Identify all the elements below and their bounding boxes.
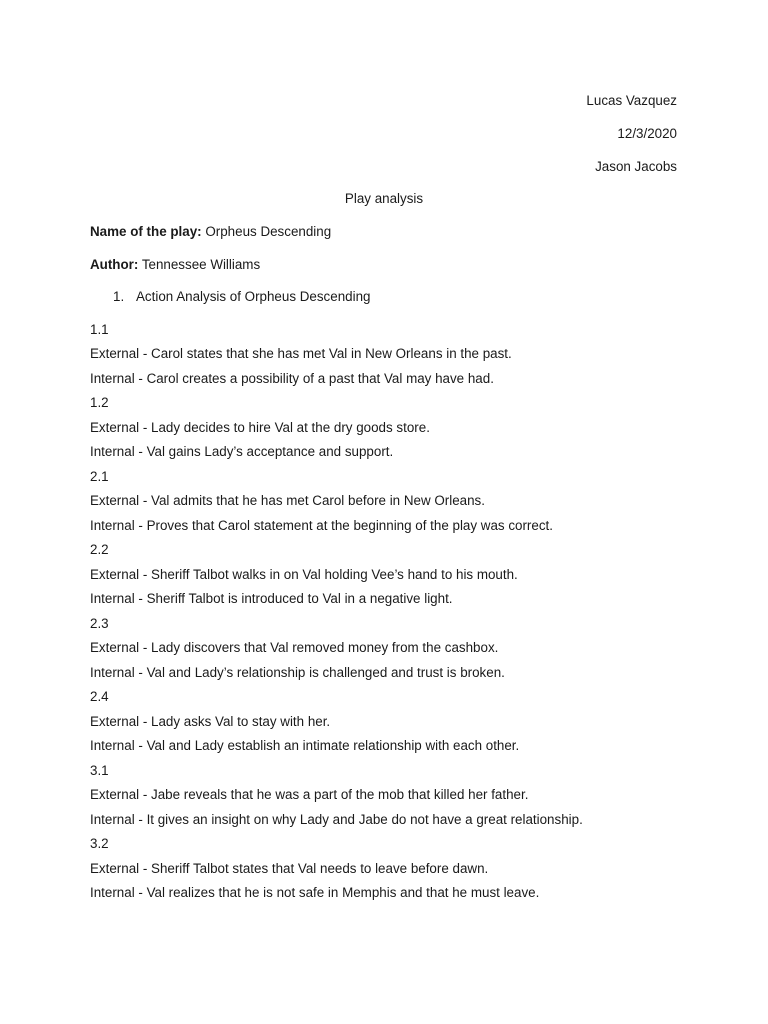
entry-id: 2.4 xyxy=(90,689,109,704)
play-name-label: Name of the play: xyxy=(90,224,202,239)
entry-internal: Internal - Val gains Lady’s acceptance and support. xyxy=(90,444,394,459)
author-value: Tennessee Williams xyxy=(141,257,261,272)
entry-external: External - Carol states that she has met Val in New Orleans in the past. xyxy=(90,346,512,361)
entry-id: 1.2 xyxy=(90,395,109,410)
entry-external: External - Lady asks Val to stay with her. xyxy=(90,714,331,729)
entry-internal: Internal - Sheriff Talbot is introduced to Val in a negative light. xyxy=(90,591,453,606)
entry-external: External - Lady discovers that Val removed money from the cashbox. xyxy=(90,640,499,655)
author-label: Author: xyxy=(90,257,139,272)
entry-external: External - Val admits that he has met Carol before in New Orleans. xyxy=(90,493,485,508)
author-line xyxy=(90,256,260,274)
entry-id: 3.1 xyxy=(90,763,109,778)
entry-external: External - Sheriff Talbot walks in on Val holding Vee’s hand to his mouth. xyxy=(90,567,518,582)
entry-id: 2.1 xyxy=(90,469,109,484)
play-name-line xyxy=(90,223,331,241)
student-name: Lucas Vazquez xyxy=(586,93,677,108)
entry-internal: Internal - Carol creates a possibility of a past that Val may have had. xyxy=(90,371,494,386)
date: 12/3/2020 xyxy=(617,126,677,141)
instructor-name: Jason Jacobs xyxy=(595,159,677,174)
entry-external: External - Sheriff Talbot states that Val needs to leave before dawn. xyxy=(90,861,489,876)
entry-id: 3.2 xyxy=(90,836,109,851)
entry-internal: Internal - Val realizes that he is not safe in Memphis and that he must leave. xyxy=(90,885,540,900)
section-heading-text: Action Analysis of Orpheus Descending xyxy=(136,289,371,304)
entry-internal: Internal - Proves that Carol statement at the beginning of the play was correct. xyxy=(90,518,553,533)
page-title: Play analysis xyxy=(344,191,424,206)
entry-internal: Internal - Val and Lady’s relationship is challenged and trust is broken. xyxy=(90,665,505,680)
entry-external: External - Jabe reveals that he was a part of the mob that killed her father. xyxy=(90,787,529,802)
entry-internal: Internal - It gives an insight on why Lady and Jabe do not have a great relationship. xyxy=(90,812,583,827)
entry-internal: Internal - Val and Lady establish an intimate relationship with each other. xyxy=(90,738,520,753)
entry-external: External - Lady decides to hire Val at the dry goods store. xyxy=(90,420,430,435)
section-number: 1. xyxy=(113,289,125,304)
play-name-value: Orpheus Descending xyxy=(205,224,332,239)
entry-id: 2.2 xyxy=(90,542,109,557)
entry-id: 2.3 xyxy=(90,616,109,631)
entry-id: 1.1 xyxy=(90,322,109,337)
